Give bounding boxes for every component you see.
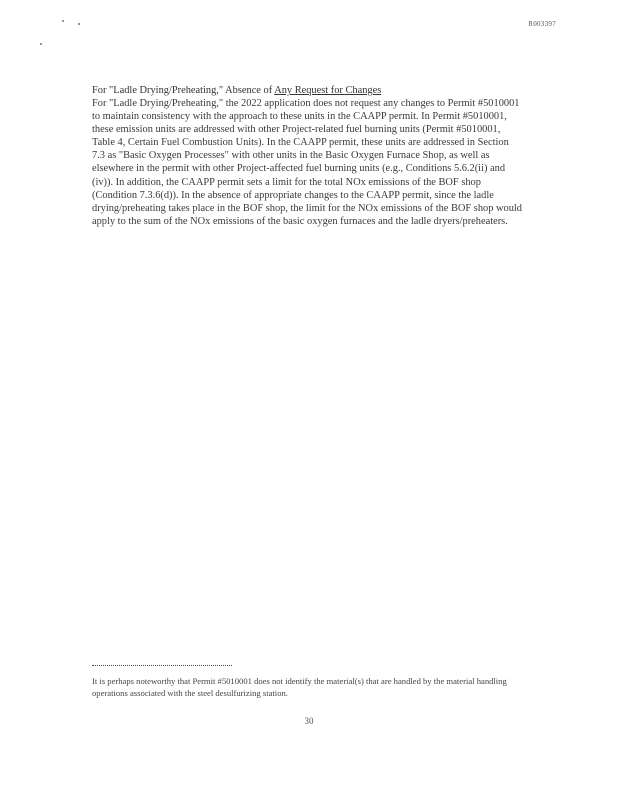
section-heading [92,84,532,97]
section-heading-underlined: Any Request for Changes [274,85,382,96]
footnote-separator [92,665,232,666]
body-paragraph: For "Ladle Drying/Preheating," the 2022 application does not request any changes to Permit #5010001 to maintain consistency with the approach to these units in the CAAPP permit. In Permit #5010001, these emission units are addressed with other Project-related fuel burning units (Permit #5010001, Table 4, Certain Fuel Combustion Units). In the CAAPP permit, these units are addressed in Section 7.3 as "Basic Oxygen Processes" with other units in the Basic Oxygen Furnace Shop, as well as elsewhere in the permit with other Project-affected fuel burning units (e.g., Conditions 5.6.2(ii) and (iv)). In addition, the CAAPP permit sets a limit for the total NOx emissions of the BOF shop (Condition 7.3.6(d)). In the absence of appropriate changes to the CAAPP permit, since the ladle drying/preheating takes place in the BOF shop, the limit for the NOx emissions of the BOF shop would apply to the sum of the NOx emissions of the basic oxygen furnaces and the ladle dryers/preheaters. [92,98,523,227]
page-number: 30 [304,716,314,726]
footnote-text: It is perhaps noteworthy that Permit #5010001 does not identify the material(s) that are handled by the material handling operations associated with the steel desulfurizing station. [92,676,507,698]
document-id: R003397 [528,20,556,28]
section-heading-prefix: For "Ladle Drying/Preheating," Absence of [92,85,275,96]
